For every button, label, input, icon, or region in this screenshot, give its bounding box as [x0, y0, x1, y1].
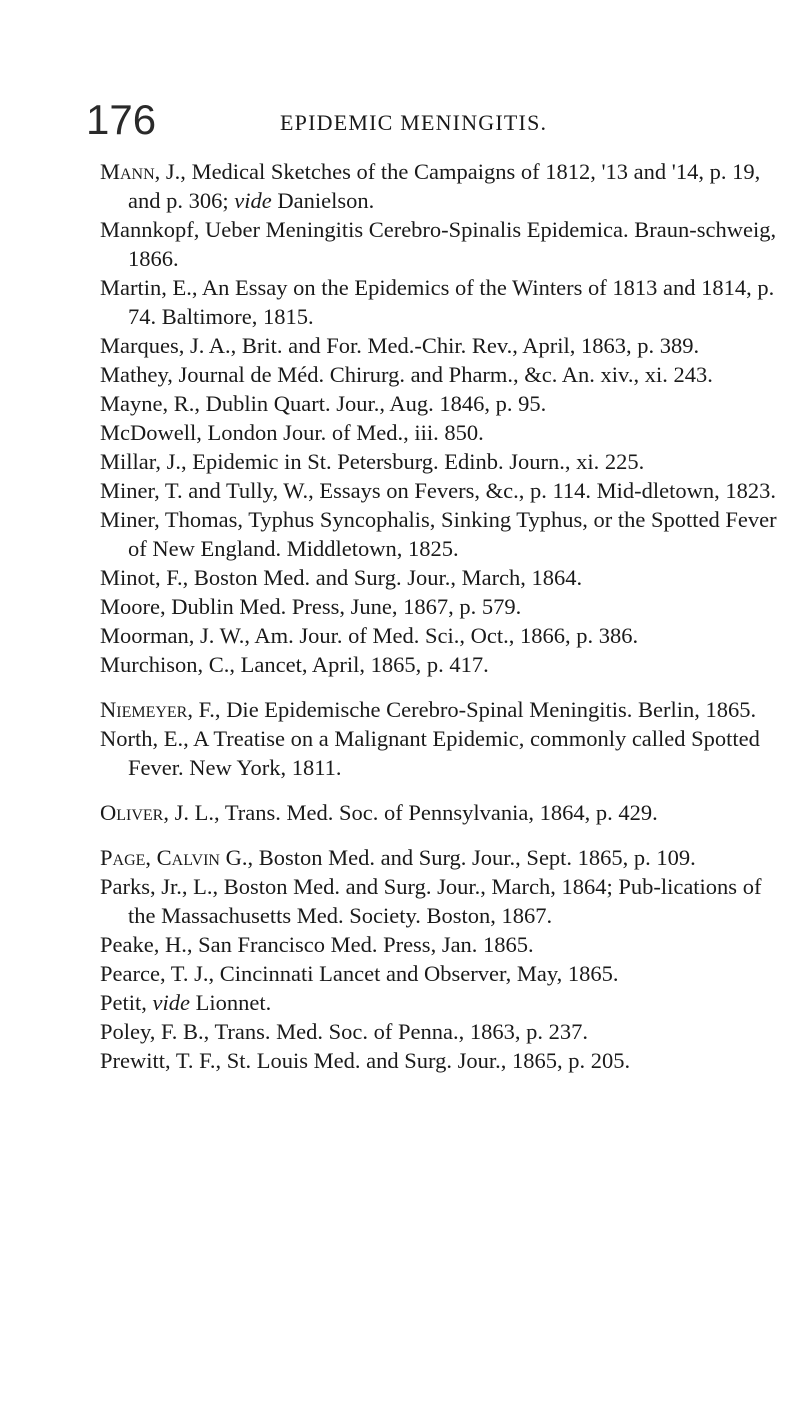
- entry-text: Prewitt, T. F., St. Louis Med. and Surg. Jour., 1865, p. 205.: [100, 1048, 631, 1073]
- bibliography-entry: [100, 157, 780, 215]
- bibliography-entry: [100, 988, 780, 1017]
- entry-text: Miner, T. and Tully, W., Essays on Fevers, &c., p. 114. Mid-dletown, 1823.: [100, 478, 776, 503]
- bibliography-entry: [100, 476, 780, 505]
- entry-text: Petit,: [100, 990, 153, 1015]
- section-gap: [100, 827, 780, 843]
- entry-emphasis: vide: [234, 188, 272, 213]
- bibliography-entry: [100, 872, 780, 930]
- entry-text: Moorman, J. W., Am. Jour. of Med. Sci., Oct., 1866, p. 386.: [100, 623, 639, 648]
- entry-emphasis: vide: [152, 990, 190, 1015]
- entry-text: Mathey, Journal de Méd. Chirurg. and Pharm., &c. An. xiv., xi. 243.: [100, 362, 713, 387]
- bibliography-entry: [100, 389, 780, 418]
- entry-text: Peake, H., San Francisco Med. Press, Jan. 1865.: [100, 932, 534, 957]
- bibliography-entry: [100, 650, 780, 679]
- entry-text-tail: Lionnet.: [190, 990, 272, 1015]
- entry-text: Murchison, C., Lancet, April, 1865, p. 417.: [100, 652, 489, 677]
- entry-text: Mannkopf, Ueber Meningitis Cerebro-Spinalis Epidemica. Braun-schweig, 1866.: [100, 217, 777, 271]
- bibliography-entry: [100, 1017, 780, 1046]
- entry-text: Martin, E., An Essay on the Epidemics of the Winters of 1813 and 1814, p. 74. Baltimore, 1815.: [100, 275, 775, 329]
- entry-author: Niemeyer, F.,: [100, 697, 221, 722]
- entry-text: Miner, Thomas, Typhus Syncophalis, Sinking Typhus, or the Spotted Fever of New England. Middletown, 1825.: [100, 507, 777, 561]
- bibliography-entry: [100, 1046, 780, 1075]
- bibliography-entry: [100, 621, 780, 650]
- entry-text: Mayne, R., Dublin Quart. Jour., Aug. 1846, p. 95.: [100, 391, 547, 416]
- entry-text: Poley, F. B., Trans. Med. Soc. of Penna., 1863, p. 237.: [100, 1019, 589, 1044]
- entry-text: Marques, J. A., Brit. and For. Med.-Chir. Rev., April, 1863, p. 389.: [100, 333, 700, 358]
- entry-text: Trans. Med. Soc. of Pennsylvania, 1864, p. 429.: [219, 800, 658, 825]
- entry-text: North, E., A Treatise on a Malignant Epidemic, commonly called Spotted Fever. New York, 1811.: [100, 726, 760, 780]
- bibliography-entry: [100, 273, 780, 331]
- entry-author: Page, Calvin G.,: [100, 845, 254, 870]
- entry-text: Boston Med. and Surg. Jour., Sept. 1865, p. 109.: [253, 845, 696, 870]
- entry-text: Millar, J., Epidemic in St. Petersburg. Edinb. Journ., xi. 225.: [100, 449, 645, 474]
- bibliography-entry: [100, 724, 780, 782]
- entry-author: Mann, J.,: [100, 159, 186, 184]
- bibliography-entry: [100, 695, 780, 724]
- bibliography-entry: [100, 959, 780, 988]
- entry-text: Medical Sketches of the Campaigns of 1812, '13 and '14, p. 19, and p. 306;: [128, 159, 761, 213]
- bibliography-entry: [100, 360, 780, 389]
- bibliography-entry: [100, 843, 780, 872]
- entry-text: Die Epidemische Cerebro-Spinal Meningitis. Berlin, 1865.: [220, 697, 757, 722]
- section-gap: [100, 679, 780, 695]
- page-header: [86, 96, 766, 156]
- entry-text: Pearce, T. J., Cincinnati Lancet and Observer, May, 1865.: [100, 961, 619, 986]
- entry-text-tail: Danielson.: [271, 188, 375, 213]
- entry-text: McDowell, London Jour. of Med., iii. 850.: [100, 420, 484, 445]
- bibliography-entry: [100, 563, 780, 592]
- page-number: 176: [86, 96, 157, 143]
- bibliography-entry: [100, 418, 780, 447]
- section-gap: [100, 782, 780, 798]
- bibliography-entry: [100, 798, 780, 827]
- bibliography-entry: [100, 331, 780, 360]
- bibliography-entry: [100, 215, 780, 273]
- running-title: EPIDEMIC MENINGITIS.: [280, 110, 548, 135]
- entry-text: Parks, Jr., L., Boston Med. and Surg. Jour., March, 1864; Pub-lications of the Massachusetts Med. Society. Boston, 1867.: [100, 874, 762, 928]
- entry-text: Minot, F., Boston Med. and Surg. Jour., March, 1864.: [100, 565, 583, 590]
- bibliography-list: [100, 157, 780, 1075]
- bibliography-entry: [100, 592, 780, 621]
- bibliography-entry: [100, 447, 780, 476]
- bibliography-entry: [100, 505, 780, 563]
- bibliography-entry: [100, 930, 780, 959]
- entry-author: Oliver, J. L.,: [100, 800, 220, 825]
- entry-text: Moore, Dublin Med. Press, June, 1867, p. 579.: [100, 594, 522, 619]
